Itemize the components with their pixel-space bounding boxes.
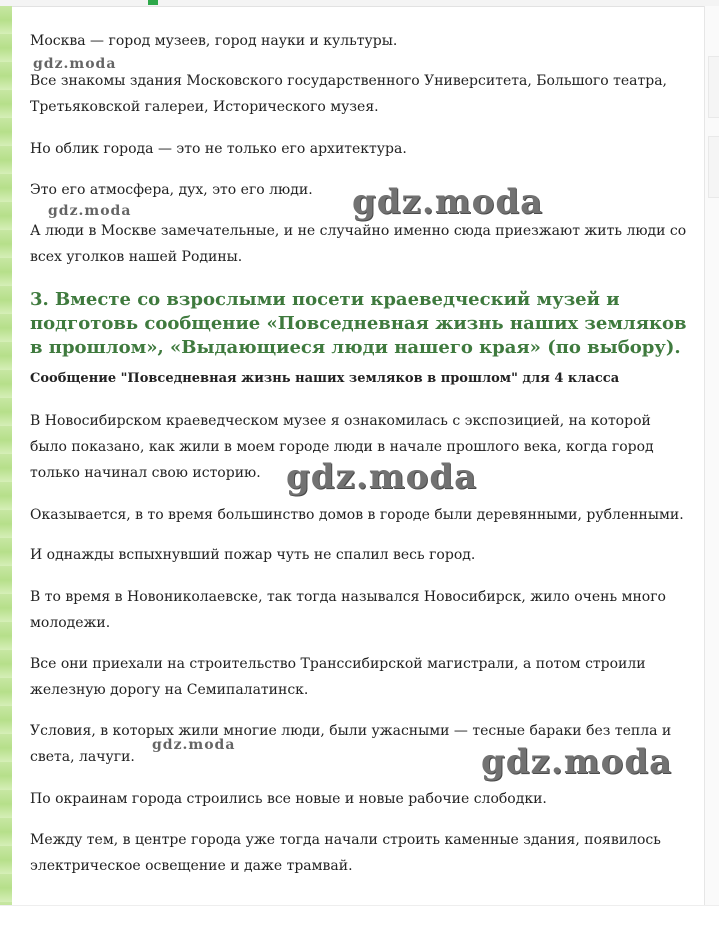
top-toolbar-strip	[0, 0, 719, 7]
paragraph: В Новосибирском краеведческом музее я ознакомилась с экспозицией, на которой было показано, как жили в моем городе люди в начале прошлого века, когда город только начинал свою историю.	[30, 413, 654, 481]
bottom-fade	[0, 905, 719, 940]
paragraph: И однажды вспыхнувший пожар чуть не спалил весь город.	[30, 547, 476, 563]
section-subheading: Сообщение "Повседневная жизнь наших земляков в прошлом" для 4 класса	[30, 371, 620, 386]
paragraph: По окраинам города строились все новые и новые рабочие слободки.	[30, 791, 547, 807]
paragraph: Между тем, в центре города уже тогда начали строить каменные здания, появилось электрическое освещение и даже трамвай.	[30, 832, 661, 874]
paragraph: Оказывается, в то время большинство домов в городе были деревянными, рубленными.	[30, 507, 684, 523]
right-sidebar-strip	[704, 6, 719, 906]
paragraph: А люди в Москве замечательные, и не случайно именно сюда приезжают жить люди со всех уголков нашей Родины.	[30, 223, 687, 265]
paragraph: Москва — город музеев, город науки и культуры.	[30, 33, 398, 49]
watermark: gdz.moda	[481, 742, 673, 782]
sidebar-ad-block	[708, 56, 719, 118]
paragraph: Но облик города — это не только его архитектура.	[30, 141, 407, 157]
watermark: gdz.moda	[352, 182, 544, 222]
left-decorative-strip	[0, 6, 12, 906]
watermark: gdz.moda	[33, 56, 117, 72]
paragraph: В то время в Новониколаевске, так тогда назывался Новосибирск, жило очень много молодежи.	[30, 589, 666, 631]
paragraph: Все знакомы здания Московского государственного Университета, Большого театра, Третьяковской галереи, Исторического музея.	[30, 73, 667, 115]
paragraph: Все они приехали на строительство Транссибирской магистрали, а потом строили железную дорогу на Семипалатинск.	[30, 656, 646, 698]
green-square-icon	[148, 0, 158, 5]
paragraph: Условия, в которых жили многие люди, были ужасными — тесные бараки без тепла и света, лачуги.	[30, 723, 672, 765]
sidebar-ad-block	[708, 136, 719, 198]
watermark: gdz.moda	[286, 457, 478, 497]
watermark: gdz.moda	[152, 737, 236, 753]
paragraph: Это его атмосфера, дух, это его люди.	[30, 182, 313, 198]
watermark: gdz.moda	[48, 203, 132, 219]
section-heading: 3. Вместе со взрослыми посети краеведческий музей и подготовь сообщение «Повседневная жизнь наших земляков в прошлом», «Выдающиеся люди нашего края» (по выбору).	[30, 289, 687, 358]
